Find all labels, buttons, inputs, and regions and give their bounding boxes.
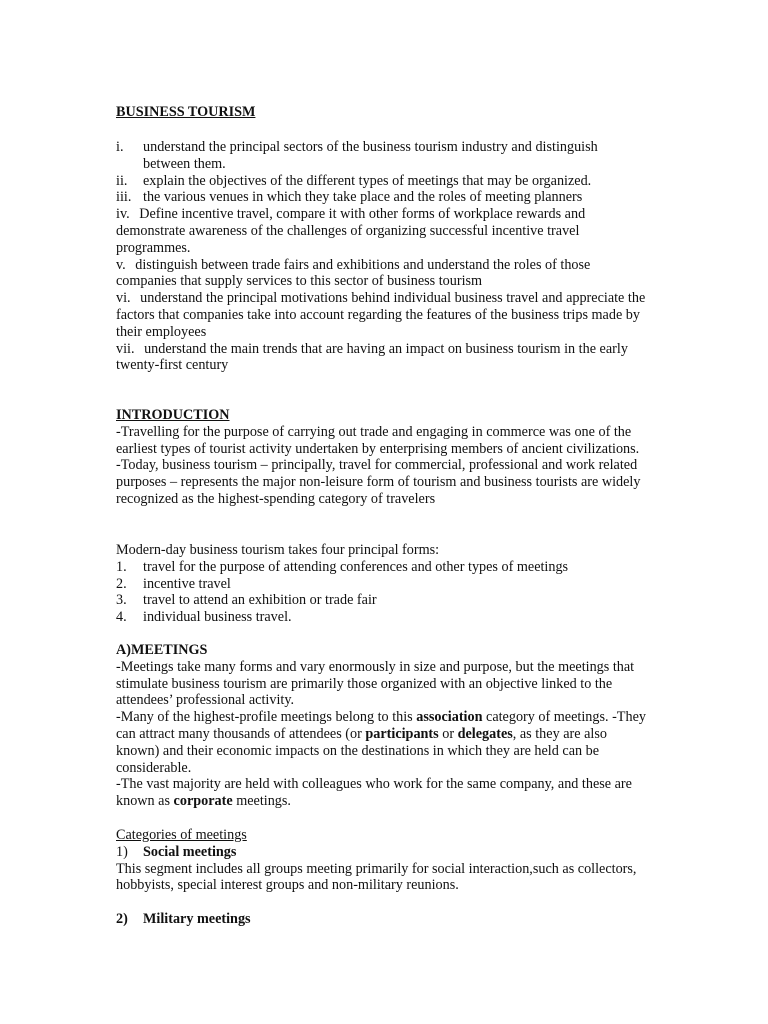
objective-text: distinguish between trade fairs and exhibitions and understand the roles of those companies that supply services to this sector of business tourism xyxy=(116,256,591,290)
forms-section xyxy=(116,542,646,626)
objective-text: understand the main trends that are having an impact on business tourism in the early twenty-first century xyxy=(116,340,628,374)
objective-item xyxy=(116,173,646,190)
introduction-section xyxy=(116,407,646,508)
objective-number: i. xyxy=(116,139,124,155)
category-number: 1) xyxy=(116,843,128,860)
form-item xyxy=(116,576,646,593)
objective-number: iv. xyxy=(116,206,130,223)
form-number: 3. xyxy=(116,592,127,609)
category-title: Military meetings xyxy=(143,911,251,927)
objective-number: ii. xyxy=(116,172,128,189)
objective-text: the various venues in which they take place and the roles of meeting planners xyxy=(143,189,583,206)
meetings-heading: A)MEETINGS xyxy=(116,642,208,658)
categories-heading: Categories of meetings xyxy=(116,827,247,843)
participants-term: participants xyxy=(365,725,439,742)
category-number: 2) xyxy=(116,911,128,927)
objective-number: iii. xyxy=(116,189,132,206)
form-item xyxy=(116,609,646,626)
categories-section xyxy=(116,827,646,894)
objective-number: vii. xyxy=(116,340,135,357)
form-item xyxy=(116,592,646,609)
document-title-block xyxy=(116,104,646,121)
document-title: BUSINESS TOURISM xyxy=(116,104,256,120)
meetings-paragraph: -Meetings take many forms and vary enormously in size and purpose, but the meetings that stimulate business tourism are primarily those organized with an objective linked to the attendees’ professional activity. xyxy=(116,658,635,709)
category-title: Social meetings xyxy=(143,843,237,860)
introduction-paragraph: -Today, business tourism – principally, travel for commercial, professional and work related purposes – represents the major non-leisure form of tourism and business tourists are widely recognized as the highest-spending category of travelers xyxy=(116,457,641,507)
forms-intro: Modern-day business tourism takes four principal forms: xyxy=(116,542,440,558)
objective-item xyxy=(116,341,646,375)
objective-item xyxy=(116,257,646,291)
category-item xyxy=(116,844,646,861)
form-text: travel to attend an exhibition or trade fair xyxy=(143,592,377,609)
introduction-heading: INTRODUCTION xyxy=(116,407,230,423)
objective-text: understand the principal motivations behind individual business travel and appreciate the factors that companies take into account regarding the features of the business trips made by their employees xyxy=(116,290,646,340)
category-item xyxy=(116,911,646,928)
corporate-term: corporate xyxy=(173,793,233,810)
form-text: incentive travel xyxy=(143,575,231,592)
objective-number: vi. xyxy=(116,290,131,307)
objectives-list xyxy=(116,139,646,374)
category-description: This segment includes all groups meeting primarily for social interaction,such as collectors, hobbyists, special interest groups and non-military reunions. xyxy=(116,860,637,894)
form-text: individual business travel. xyxy=(143,609,292,626)
meetings-paragraph: -Many of the highest-profile meetings belong to this association category of meetings. -They can attract many thousands of attendees (or participants or delegates, as they are also known) and their economic impacts on the destinations in which they are held can be considerable. xyxy=(116,709,646,776)
objective-text: explain the objectives of the different types of meetings that may be organized. xyxy=(143,172,592,189)
form-number: 4. xyxy=(116,609,127,626)
objective-text: understand the principal sectors of the business tourism industry and distinguish between them. xyxy=(143,139,598,172)
association-term: association xyxy=(416,709,483,726)
delegates-term: delegates xyxy=(457,725,513,742)
objective-number: v. xyxy=(116,256,126,273)
objective-text: Define incentive travel, compare it with other forms of workplace rewards and demonstrate awareness of the challenges of organizing successful incentive travel programmes. xyxy=(116,206,586,256)
objective-item xyxy=(116,139,646,173)
form-number: 2. xyxy=(116,575,127,592)
objective-item xyxy=(116,206,646,256)
meetings-section xyxy=(116,642,646,810)
objective-item xyxy=(116,290,646,340)
objective-item xyxy=(116,189,646,206)
form-text: travel for the purpose of attending conferences and other types of meetings xyxy=(143,558,569,575)
form-number: 1. xyxy=(116,558,127,575)
introduction-paragraph: -Travelling for the purpose of carrying out trade and engaging in commerce was one of the earliest types of tourist activity undertaken by enterprising members of ancient civilizations. xyxy=(116,423,640,457)
meetings-paragraph: -The vast majority are held with colleagues who work for the same company, and these are known as corporate meetings. xyxy=(116,776,632,810)
form-item xyxy=(116,559,646,576)
